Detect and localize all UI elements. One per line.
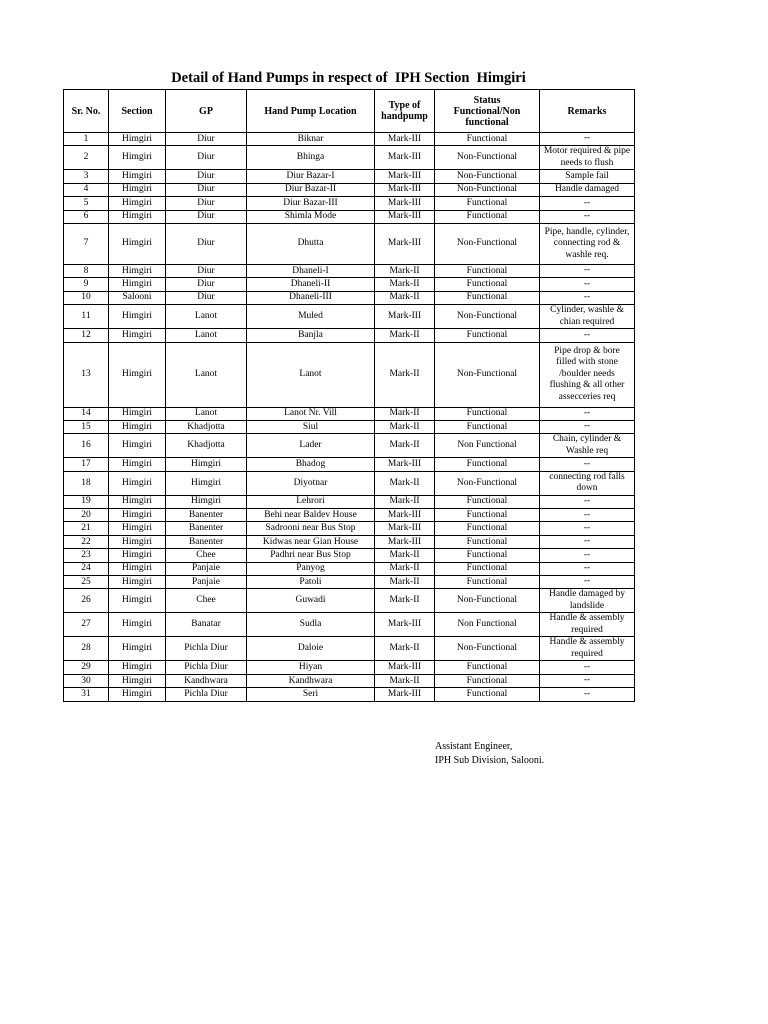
sr-no-cell: 10: [64, 291, 109, 304]
table-row: [64, 522, 635, 535]
type-cell: Mark-II: [375, 329, 435, 342]
status-cell: Functional: [435, 549, 540, 562]
gp-cell: Lanot: [166, 305, 247, 329]
status-cell: Functional: [435, 407, 540, 420]
section-cell: Himgiri: [109, 576, 166, 589]
type-cell: Mark-II: [375, 589, 435, 613]
gp-cell: Panjaie: [166, 576, 247, 589]
section-cell: Himgiri: [109, 278, 166, 291]
type-cell: Mark-II: [375, 562, 435, 575]
table-row: [64, 420, 635, 433]
location-cell: Diyotnar: [247, 471, 375, 495]
location-cell: Hiyan: [247, 661, 375, 674]
location-cell: Diur Bazar-III: [247, 197, 375, 210]
gp-cell: Diur: [166, 197, 247, 210]
table-row: [64, 674, 635, 687]
section-cell: Himgiri: [109, 342, 166, 407]
status-cell: Functional: [435, 562, 540, 575]
status-cell: Non-Functional: [435, 637, 540, 661]
section-cell: Himgiri: [109, 589, 166, 613]
status-cell: Functional: [435, 197, 540, 210]
section-cell: Himgiri: [109, 407, 166, 420]
remarks-cell: Pipe drop & bore filled with stone /boulder needs flushing & all other assecceries req: [540, 342, 635, 407]
sr-no-cell: 8: [64, 264, 109, 277]
gp-cell: Chee: [166, 589, 247, 613]
remarks-cell: --: [540, 674, 635, 687]
remarks-cell: --: [540, 420, 635, 433]
sr-no-cell: 2: [64, 146, 109, 170]
sr-no-cell: 16: [64, 434, 109, 458]
type-cell: Mark-II: [375, 291, 435, 304]
gp-cell: Khadjotta: [166, 420, 247, 433]
type-cell: Mark-III: [375, 661, 435, 674]
location-cell: Lader: [247, 434, 375, 458]
remarks-cell: --: [540, 549, 635, 562]
gp-cell: Himgiri: [166, 471, 247, 495]
remarks-cell: --: [540, 407, 635, 420]
remarks-cell: Handle & assembly required: [540, 637, 635, 661]
remarks-cell: --: [540, 264, 635, 277]
gp-cell: Pichla Diur: [166, 688, 247, 701]
sr-no-cell: 9: [64, 278, 109, 291]
location-cell: Sadrooni near Bus Stop: [247, 522, 375, 535]
sr-no-cell: 3: [64, 170, 109, 183]
table-row: [64, 471, 635, 495]
gp-cell: Lanot: [166, 342, 247, 407]
gp-cell: Banenter: [166, 509, 247, 522]
type-cell: Mark-II: [375, 549, 435, 562]
gp-cell: Diur: [166, 291, 247, 304]
type-cell: Mark-II: [375, 342, 435, 407]
type-cell: Mark-II: [375, 407, 435, 420]
remarks-cell: --: [540, 535, 635, 548]
remarks-cell: Sample fail: [540, 170, 635, 183]
gp-cell: Diur: [166, 278, 247, 291]
gp-cell: Himgiri: [166, 495, 247, 508]
location-cell: Banjla: [247, 329, 375, 342]
remarks-cell: --: [540, 291, 635, 304]
type-cell: Mark-III: [375, 522, 435, 535]
status-cell: Non Functional: [435, 434, 540, 458]
remarks-cell: connecting rod falls down: [540, 471, 635, 495]
location-cell: Bhinga: [247, 146, 375, 170]
location-cell: Dhaneli-I: [247, 264, 375, 277]
remarks-cell: Handle damaged by landslide: [540, 589, 635, 613]
type-cell: Mark-III: [375, 210, 435, 223]
section-cell: Himgiri: [109, 183, 166, 196]
location-cell: Biknar: [247, 133, 375, 146]
section-cell: Himgiri: [109, 661, 166, 674]
col-header-status: Status Functional/Non functional: [435, 90, 540, 133]
sr-no-cell: 11: [64, 305, 109, 329]
sr-no-cell: 17: [64, 458, 109, 471]
location-cell: Lanot: [247, 342, 375, 407]
gp-cell: Pichla Diur: [166, 661, 247, 674]
table-row: [64, 495, 635, 508]
status-cell: Functional: [435, 133, 540, 146]
table-row: [64, 509, 635, 522]
gp-cell: Chee: [166, 549, 247, 562]
status-cell: Functional: [435, 495, 540, 508]
section-cell: Salooni: [109, 291, 166, 304]
status-cell: Non-Functional: [435, 183, 540, 196]
table-row: [64, 170, 635, 183]
table-row: [64, 183, 635, 196]
type-cell: Mark-II: [375, 576, 435, 589]
table-row: [64, 589, 635, 613]
location-cell: Kandhwara: [247, 674, 375, 687]
location-cell: Daloie: [247, 637, 375, 661]
sr-no-cell: 22: [64, 535, 109, 548]
section-cell: Himgiri: [109, 210, 166, 223]
sr-no-cell: 30: [64, 674, 109, 687]
status-cell: Functional: [435, 291, 540, 304]
type-cell: Mark-II: [375, 674, 435, 687]
sr-no-cell: 29: [64, 661, 109, 674]
section-cell: Himgiri: [109, 522, 166, 535]
table-header-row: [64, 90, 635, 133]
status-cell: Non-Functional: [435, 146, 540, 170]
type-cell: Mark-III: [375, 170, 435, 183]
table-row: [64, 549, 635, 562]
location-cell: Dhutta: [247, 223, 375, 264]
section-cell: Himgiri: [109, 637, 166, 661]
sr-no-cell: 24: [64, 562, 109, 575]
location-cell: Seri: [247, 688, 375, 701]
location-cell: Diur Bazar-II: [247, 183, 375, 196]
table-body: [64, 133, 635, 702]
type-cell: Mark-III: [375, 133, 435, 146]
sr-no-cell: 14: [64, 407, 109, 420]
gp-cell: Diur: [166, 170, 247, 183]
status-cell: Non-Functional: [435, 170, 540, 183]
status-cell: Functional: [435, 278, 540, 291]
status-cell: Non-Functional: [435, 471, 540, 495]
type-cell: Mark-II: [375, 278, 435, 291]
status-cell: Non Functional: [435, 613, 540, 637]
section-cell: Himgiri: [109, 420, 166, 433]
document-title: Detail of Hand Pumps in respect of IPH Section Himgiri: [171, 70, 526, 86]
status-cell: Non-Functional: [435, 223, 540, 264]
table-row: [64, 210, 635, 223]
type-cell: Mark-III: [375, 183, 435, 196]
table-row: [64, 305, 635, 329]
location-cell: Guwadi: [247, 589, 375, 613]
location-cell: Kidwas near Gian House: [247, 535, 375, 548]
type-cell: Mark-II: [375, 420, 435, 433]
gp-cell: Banenter: [166, 535, 247, 548]
status-cell: Functional: [435, 264, 540, 277]
location-cell: Behi near Baldev House: [247, 509, 375, 522]
table-row: [64, 133, 635, 146]
table-row: [64, 329, 635, 342]
section-cell: Himgiri: [109, 688, 166, 701]
type-cell: Mark-III: [375, 146, 435, 170]
type-cell: Mark-II: [375, 471, 435, 495]
type-cell: Mark-III: [375, 688, 435, 701]
status-cell: Functional: [435, 535, 540, 548]
type-cell: Mark-II: [375, 434, 435, 458]
location-cell: Shimla Mode: [247, 210, 375, 223]
col-header-type: Type of handpump: [375, 90, 435, 133]
gp-cell: Lanot: [166, 329, 247, 342]
sr-no-cell: 27: [64, 613, 109, 637]
table-row: [64, 407, 635, 420]
section-cell: Himgiri: [109, 535, 166, 548]
type-cell: Mark-III: [375, 509, 435, 522]
section-cell: Himgiri: [109, 146, 166, 170]
remarks-cell: --: [540, 458, 635, 471]
section-cell: Himgiri: [109, 471, 166, 495]
section-cell: Himgiri: [109, 509, 166, 522]
type-cell: Mark-III: [375, 197, 435, 210]
sr-no-cell: 20: [64, 509, 109, 522]
gp-cell: Lanot: [166, 407, 247, 420]
signature-block: [435, 740, 544, 767]
remarks-cell: Pipe, handle, cylinder, connecting rod & washle req.: [540, 223, 635, 264]
type-cell: Mark-III: [375, 458, 435, 471]
location-cell: Sudla: [247, 613, 375, 637]
remarks-cell: --: [540, 509, 635, 522]
signature-office: IPH Sub Division, Salooni.: [435, 754, 545, 766]
gp-cell: Diur: [166, 210, 247, 223]
type-cell: Mark-II: [375, 264, 435, 277]
sr-no-cell: 26: [64, 589, 109, 613]
gp-cell: Banatar: [166, 613, 247, 637]
section-cell: Himgiri: [109, 197, 166, 210]
table-row: [64, 291, 635, 304]
sr-no-cell: 25: [64, 576, 109, 589]
section-cell: Himgiri: [109, 562, 166, 575]
gp-cell: Diur: [166, 183, 247, 196]
location-cell: Patoli: [247, 576, 375, 589]
table-row: [64, 576, 635, 589]
gp-cell: Diur: [166, 133, 247, 146]
section-cell: Himgiri: [109, 434, 166, 458]
status-cell: Functional: [435, 420, 540, 433]
type-cell: Mark-III: [375, 535, 435, 548]
location-cell: Lehrori: [247, 495, 375, 508]
table-row: [64, 637, 635, 661]
section-cell: Himgiri: [109, 305, 166, 329]
location-cell: Siul: [247, 420, 375, 433]
sr-no-cell: 1: [64, 133, 109, 146]
remarks-cell: Handle & assembly required: [540, 613, 635, 637]
section-cell: Himgiri: [109, 674, 166, 687]
status-cell: Functional: [435, 674, 540, 687]
sr-no-cell: 19: [64, 495, 109, 508]
gp-cell: Diur: [166, 264, 247, 277]
remarks-cell: --: [540, 495, 635, 508]
status-cell: Functional: [435, 576, 540, 589]
table-row: [64, 613, 635, 637]
location-cell: Panyog: [247, 562, 375, 575]
table-row: [64, 223, 635, 264]
sr-no-cell: 15: [64, 420, 109, 433]
col-header-remarks: Remarks: [540, 90, 635, 133]
table-row: [64, 264, 635, 277]
status-cell: Functional: [435, 688, 540, 701]
remarks-cell: Cylinder, washle & chian required: [540, 305, 635, 329]
remarks-cell: --: [540, 278, 635, 291]
sr-no-cell: 5: [64, 197, 109, 210]
sr-no-cell: 28: [64, 637, 109, 661]
remarks-cell: Handle damaged: [540, 183, 635, 196]
location-cell: Diur Bazar-I: [247, 170, 375, 183]
remarks-cell: --: [540, 329, 635, 342]
hand-pump-table: [63, 89, 635, 702]
type-cell: Mark-III: [375, 305, 435, 329]
sr-no-cell: 13: [64, 342, 109, 407]
table-row: [64, 688, 635, 701]
remarks-cell: --: [540, 133, 635, 146]
gp-cell: Panjaie: [166, 562, 247, 575]
location-cell: Dhaneli-III: [247, 291, 375, 304]
col-header-location: Hand Pump Location: [247, 90, 375, 133]
remarks-cell: --: [540, 661, 635, 674]
location-cell: Padhri near Bus Stop: [247, 549, 375, 562]
sr-no-cell: 4: [64, 183, 109, 196]
remarks-cell: --: [540, 210, 635, 223]
type-cell: Mark-III: [375, 223, 435, 264]
table-row: [64, 278, 635, 291]
status-cell: Functional: [435, 509, 540, 522]
location-cell: Bhadog: [247, 458, 375, 471]
section-cell: Himgiri: [109, 264, 166, 277]
section-cell: Himgiri: [109, 170, 166, 183]
remarks-cell: --: [540, 197, 635, 210]
section-cell: Himgiri: [109, 133, 166, 146]
sr-no-cell: 18: [64, 471, 109, 495]
sr-no-cell: 7: [64, 223, 109, 264]
sr-no-cell: 6: [64, 210, 109, 223]
gp-cell: Pichla Diur: [166, 637, 247, 661]
status-cell: Functional: [435, 458, 540, 471]
status-cell: Non-Functional: [435, 589, 540, 613]
gp-cell: Diur: [166, 146, 247, 170]
section-cell: Himgiri: [109, 458, 166, 471]
status-cell: Functional: [435, 522, 540, 535]
gp-cell: Diur: [166, 223, 247, 264]
section-cell: Himgiri: [109, 329, 166, 342]
remarks-cell: --: [540, 688, 635, 701]
type-cell: Mark-III: [375, 613, 435, 637]
signature-title: Assistant Engineer,: [435, 741, 513, 752]
col-header-sr-no: Sr. No.: [64, 90, 109, 133]
table-row: [64, 197, 635, 210]
table-row: [64, 562, 635, 575]
section-cell: Himgiri: [109, 613, 166, 637]
table-row: [64, 434, 635, 458]
status-cell: Non-Functional: [435, 342, 540, 407]
gp-cell: Himgiri: [166, 458, 247, 471]
sr-no-cell: 23: [64, 549, 109, 562]
col-header-section: Section: [109, 90, 166, 133]
remarks-cell: --: [540, 562, 635, 575]
location-cell: Lanot Nr. Vill: [247, 407, 375, 420]
type-cell: Mark-II: [375, 637, 435, 661]
table-row: [64, 146, 635, 170]
col-header-gp: GP: [166, 90, 247, 133]
sr-no-cell: 31: [64, 688, 109, 701]
remarks-cell: Chain, cylinder & Washle req: [540, 434, 635, 458]
status-cell: Non-Functional: [435, 305, 540, 329]
status-cell: Functional: [435, 661, 540, 674]
table-row: [64, 535, 635, 548]
section-cell: Himgiri: [109, 549, 166, 562]
location-cell: Muled: [247, 305, 375, 329]
status-cell: Functional: [435, 329, 540, 342]
type-cell: Mark-II: [375, 495, 435, 508]
remarks-cell: Motor required & pipe needs to flush: [540, 146, 635, 170]
gp-cell: Kandhwara: [166, 674, 247, 687]
table-row: [64, 342, 635, 407]
section-cell: Himgiri: [109, 495, 166, 508]
section-cell: Himgiri: [109, 223, 166, 264]
location-cell: Dhaneli-II: [247, 278, 375, 291]
gp-cell: Khadjotta: [166, 434, 247, 458]
sr-no-cell: 12: [64, 329, 109, 342]
table-row: [64, 458, 635, 471]
status-cell: Functional: [435, 210, 540, 223]
remarks-cell: --: [540, 522, 635, 535]
gp-cell: Banenter: [166, 522, 247, 535]
sr-no-cell: 21: [64, 522, 109, 535]
remarks-cell: --: [540, 576, 635, 589]
table-row: [64, 661, 635, 674]
